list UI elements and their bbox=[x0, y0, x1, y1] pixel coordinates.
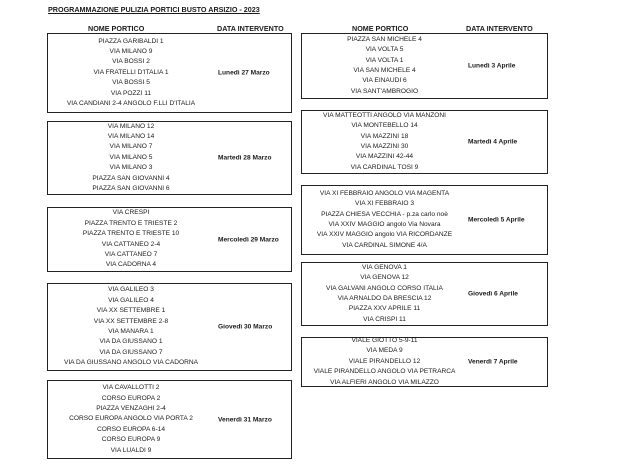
street-name: PIAZZA SAN MICHELE 4 bbox=[347, 35, 422, 43]
street-list bbox=[48, 208, 214, 271]
street-name: VIA CAVALLOTTI 2 bbox=[102, 384, 160, 392]
street-name: VIA BOSSI 5 bbox=[112, 79, 150, 87]
street-name: VIA MILANO 14 bbox=[107, 133, 155, 140]
street-name: VIA GALILEO 4 bbox=[108, 296, 154, 304]
page-title: PROGRAMMAZIONE PULIZIA PORTICI BUSTO ARSIZIO - 2023 bbox=[48, 5, 260, 14]
street-list bbox=[48, 122, 214, 194]
street-name: VIA XXIV MAGGIO angolo VIA RICORDANZE bbox=[316, 231, 453, 239]
street-name: VIA MEDA 9 bbox=[366, 347, 403, 355]
street-name: VIA GENOVA 1 bbox=[362, 263, 407, 271]
street-name: VIA GENOVA 12 bbox=[360, 274, 409, 282]
street-name: PIAZZA CHIESA VECCHIA - p.za carlo noè bbox=[321, 210, 448, 218]
street-name: VIA MILANO 5 bbox=[109, 153, 153, 161]
street-name: PIAZZA XXV APRILE 11 bbox=[348, 305, 421, 313]
street-name: VIA CATTANEO 2-4 bbox=[101, 240, 161, 248]
street-list bbox=[302, 338, 467, 386]
street-name: VIA SAN MICHELE 4 bbox=[353, 67, 416, 74]
street-list bbox=[302, 186, 467, 254]
street-name: VIALE PIRANDELLO 12 bbox=[348, 357, 421, 365]
street-name: VIALE GIOTTO 5-9-11 bbox=[351, 337, 418, 344]
street-name: VIA CARDINAL SIMONE 4/A bbox=[342, 241, 427, 249]
street-name: VIA ARNALDO DA BRESCIA 12 bbox=[337, 295, 432, 302]
street-list bbox=[48, 284, 214, 370]
street-name: CORSO EUROPA 2 bbox=[101, 394, 161, 402]
intervention-date: Mercoledì 5 Aprile bbox=[468, 216, 525, 224]
left-name-header: NOME PORTICO bbox=[88, 24, 145, 33]
street-name: VIA MANARA 1 bbox=[108, 328, 154, 335]
intervention-date: Lunedì 3 Aprile bbox=[468, 62, 516, 70]
left-date-header: DATA INTERVENTO bbox=[217, 24, 284, 33]
street-name: VIA MAZZINI 18 bbox=[360, 132, 409, 140]
right-group bbox=[301, 262, 548, 326]
street-name: VIA XI FEBBRAIO ANGOLO VIA MAGENTA bbox=[319, 189, 450, 197]
street-name: VIA EINAUDI 6 bbox=[362, 77, 407, 85]
intervention-date: Martedì 28 Marzo bbox=[218, 154, 272, 162]
left-group bbox=[47, 207, 292, 272]
street-name: VIA MILANO 12 bbox=[107, 122, 155, 130]
left-group bbox=[47, 33, 292, 113]
street-name: VIA GALVANI ANGOLO CORSO ITALIA bbox=[326, 284, 443, 292]
street-name: VIA SANT'AMBROGIO bbox=[350, 87, 419, 95]
street-list bbox=[48, 381, 214, 458]
street-name: VIA XX SETTEMBRE 1 bbox=[96, 307, 166, 315]
street-name: VIALE PIRANDELLO ANGOLO VIA PETRARCA bbox=[313, 368, 456, 376]
street-name: VIA BOSSI 2 bbox=[112, 58, 150, 66]
right-group bbox=[301, 185, 548, 255]
street-name: VIA XXIV MAGGIO angolo Via Novara bbox=[328, 221, 441, 228]
street-list bbox=[302, 263, 467, 325]
street-name: VIA LUALDI 9 bbox=[110, 446, 152, 454]
street-list bbox=[302, 111, 467, 173]
left-group bbox=[47, 380, 292, 459]
street-name: CORSO EUROPA 9 bbox=[101, 436, 161, 444]
street-name: VIA XX SETTEMBRE 2-8 bbox=[93, 317, 169, 325]
street-list bbox=[302, 34, 467, 98]
street-list bbox=[48, 34, 214, 112]
street-name: VIA XI FEBBRAIO 3 bbox=[355, 200, 414, 208]
street-name: VIA VOLTA 5 bbox=[365, 46, 404, 54]
right-group bbox=[301, 337, 548, 387]
street-name: VIA CARDINAL TOSI 9 bbox=[350, 163, 419, 171]
street-name: PIAZZA TRENTO E TRIESTE 2 bbox=[84, 219, 178, 227]
street-name: VIA CANDIANI 2-4 ANGOLO F.LLI D'ITALIA bbox=[66, 100, 196, 107]
street-name: VIA FRATELLI D'ITALIA 1 bbox=[93, 68, 169, 76]
right-date-header: DATA INTERVENTO bbox=[466, 24, 533, 33]
intervention-date: Venerdì 7 Aprile bbox=[468, 358, 518, 366]
street-name: VIA POZZI 11 bbox=[110, 89, 152, 97]
street-name: VIA VOLTA 1 bbox=[365, 56, 404, 64]
street-name: VIA MAZZINI 42-44 bbox=[355, 153, 414, 161]
intervention-date: Martedì 4 Aprile bbox=[468, 138, 518, 146]
street-name: VIA CADORNA 4 bbox=[105, 261, 157, 269]
street-name: VIA CRISPI 11 bbox=[363, 315, 406, 323]
street-name: VIA GALILEO 3 bbox=[108, 286, 154, 294]
intervention-date: Giovedì 30 Marzo bbox=[218, 323, 273, 331]
street-name: VIA CATTANEO 7 bbox=[104, 250, 158, 258]
street-name: CORSO EUROPA ANGOLO VIA PORTA 2 bbox=[69, 415, 193, 423]
street-name: CORSO EUROPA 6-14 bbox=[96, 425, 166, 433]
intervention-date: Giovedì 6 Aprile bbox=[468, 290, 518, 298]
street-name: PIAZZA TRENTO E TRIESTE 10 bbox=[82, 230, 180, 238]
street-name: VIA MILANO 7 bbox=[109, 143, 153, 151]
left-group bbox=[47, 121, 292, 195]
left-group bbox=[47, 283, 292, 371]
street-name: VIA DA GIUSSANO 1 bbox=[99, 338, 163, 346]
intervention-date: Mercoledì 29 Marzo bbox=[218, 236, 279, 243]
street-name: VIA MILANO 3 bbox=[109, 164, 153, 172]
street-name: VIA MATTEOTTI ANGOLO VIA MANZONI bbox=[323, 111, 446, 119]
street-name: VIA DA GIUSSANO 7 bbox=[99, 348, 163, 356]
intervention-date: Venerdì 31 Marzo bbox=[218, 416, 272, 423]
street-name: VIA DA GIUSSANO ANGOLO VIA CADORNA bbox=[63, 359, 199, 367]
right-group bbox=[301, 33, 548, 99]
right-name-header: NOME PORTICO bbox=[352, 24, 409, 33]
street-name: VIA MONTEBELLO 14 bbox=[351, 122, 418, 130]
right-group bbox=[301, 110, 548, 174]
street-name: VIA ALFIERI ANGOLO VIA MILAZZO bbox=[330, 378, 439, 386]
street-name: PIAZZA GARIBALDI 1 bbox=[98, 37, 164, 45]
street-name: PIAZZA SAN GIOVANNI 6 bbox=[92, 185, 170, 192]
street-name: VIA CRESPI bbox=[112, 209, 150, 217]
street-name: PIAZZA VENZAGHI 2-4 bbox=[96, 404, 166, 412]
street-name: PIAZZA SAN GIOVANNI 4 bbox=[92, 174, 170, 182]
street-name: VIA MAZZINI 30 bbox=[360, 143, 409, 150]
street-name: VIA MILANO 9 bbox=[109, 48, 153, 55]
intervention-date: Lunedì 27 Marzo bbox=[218, 69, 270, 77]
